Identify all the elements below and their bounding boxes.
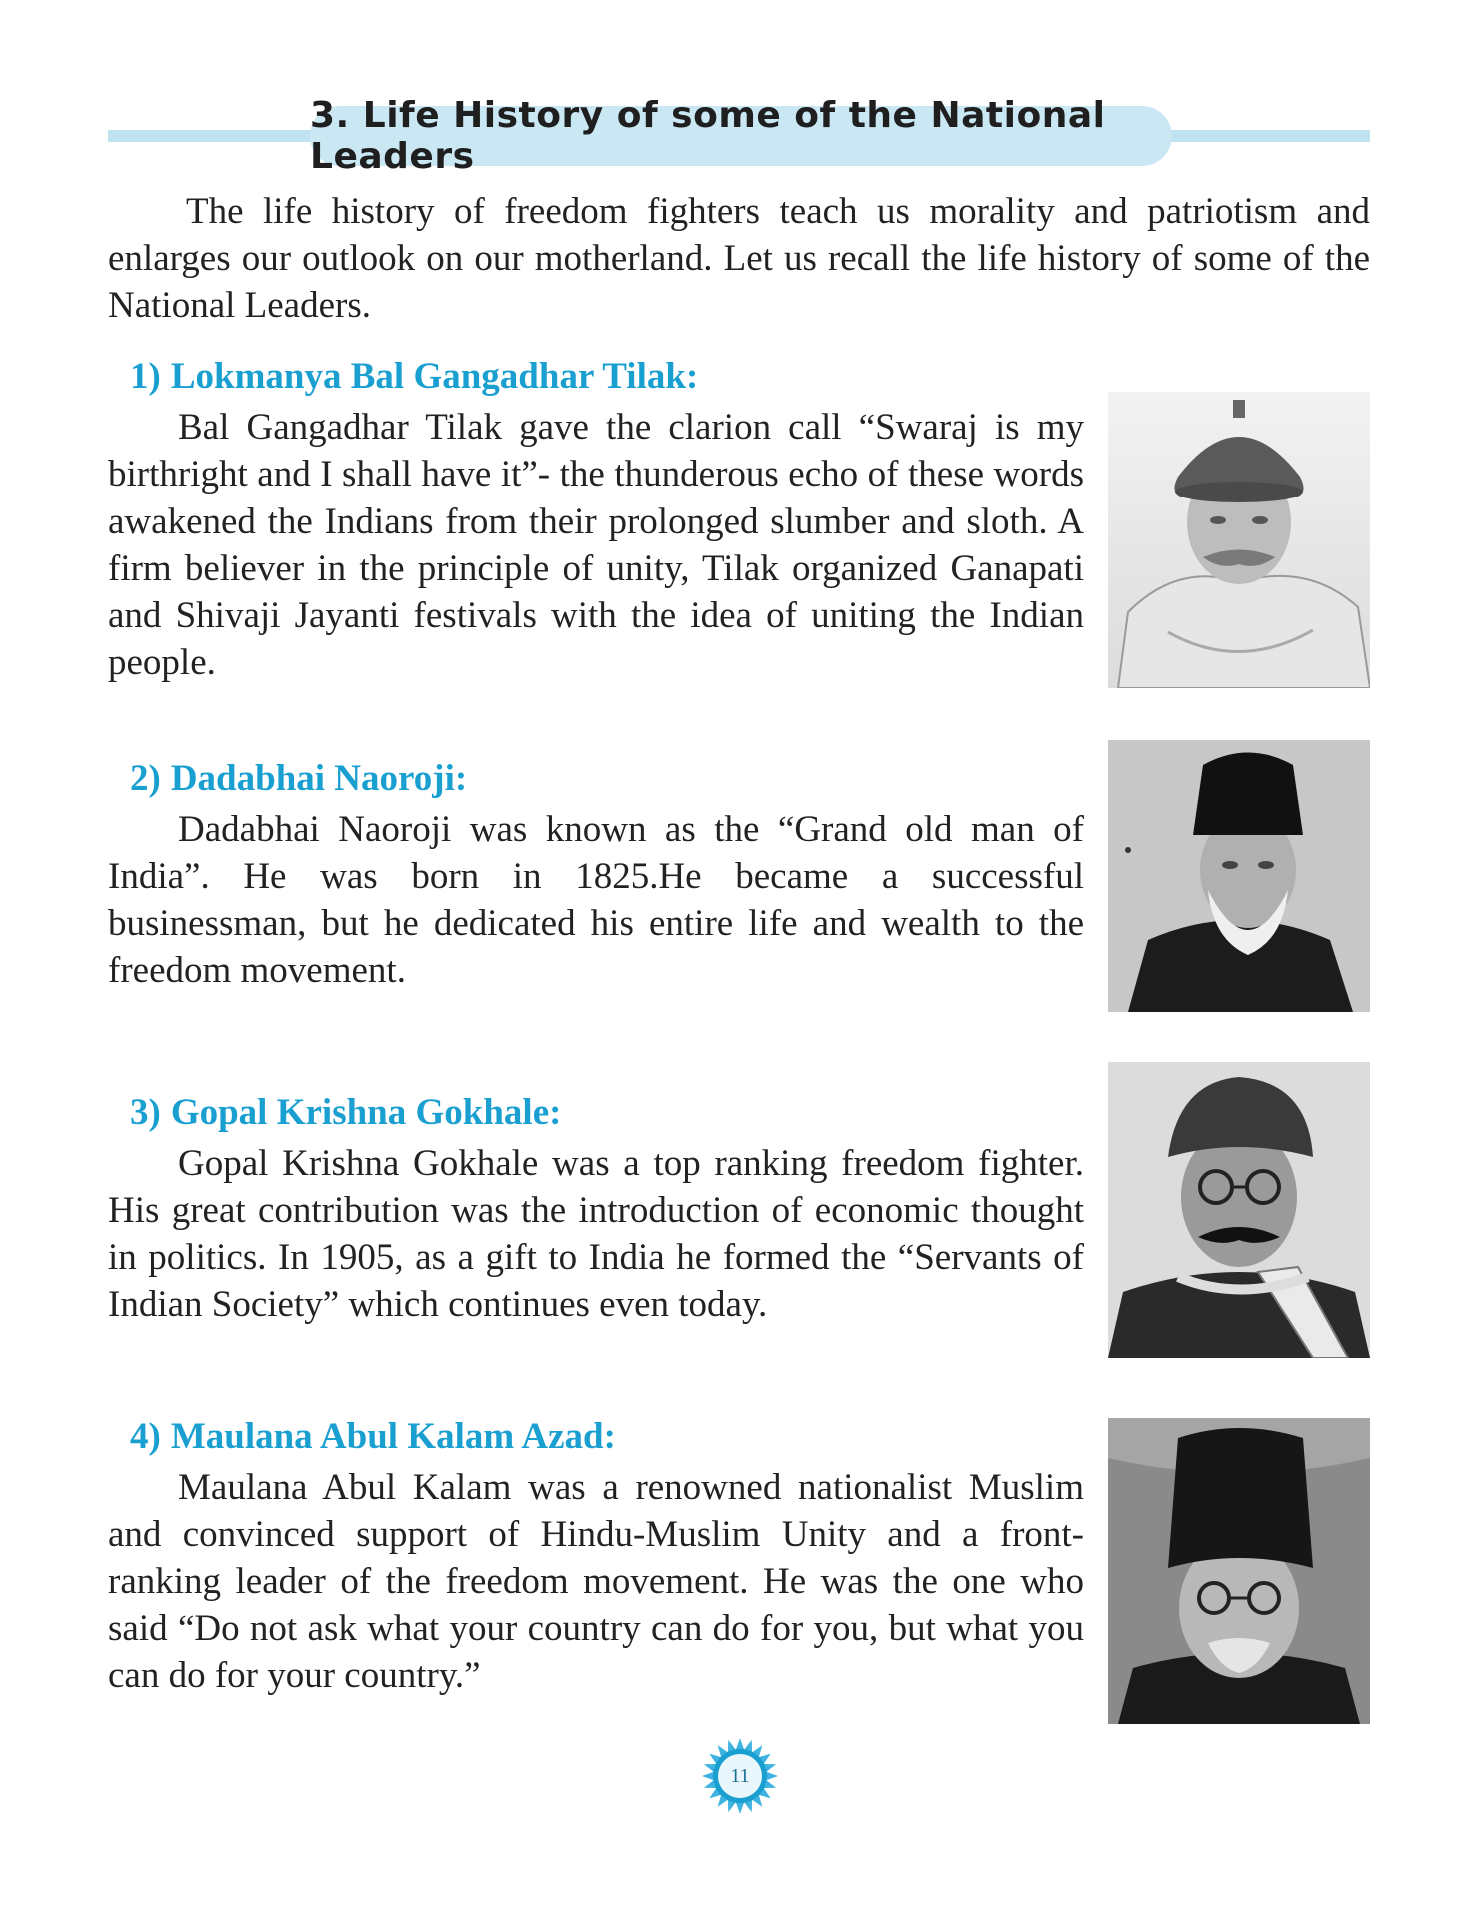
portrait-azad: [1108, 1418, 1370, 1724]
leader-bio: [108, 1140, 1084, 1328]
portrait-tilak: [1108, 392, 1370, 688]
leader-bio: [108, 1464, 1084, 1699]
page-number-badge: [700, 1736, 780, 1816]
leader-section-naoroji: [108, 754, 1084, 994]
leader-bio-text: Dadabhai Naoroji was known as the “Grand old man of India”. He was born in 1825.He became a successful businessman, but he dedicated his entire life and wealth to the freedom movement.: [108, 809, 1084, 991]
intro-text: The life history of freedom fighters teach us morality and patriotism and enlarges our outlook on our motherland. Let us recall the life history of some of the National Leaders.: [108, 191, 1370, 326]
leader-bio: [108, 404, 1084, 686]
leader-name: Lokmanya Bal Gangadhar Tilak:: [170, 356, 699, 397]
leader-heading: [130, 1412, 1084, 1462]
leader-heading: [130, 1088, 1084, 1138]
portrait-gokhale: [1108, 1062, 1370, 1358]
portrait-naoroji: [1108, 740, 1370, 1012]
leader-section-tilak: [108, 352, 1084, 686]
leader-bio-text: Maulana Abul Kalam was a renowned nationalist Muslim and convinced support of Hindu-Muslim Unity and a front-ranking leader of the freedom movement. He was the one who said “Do not ask what your country can do for you, but what you can do for your country.”: [108, 1467, 1084, 1696]
leader-heading: [130, 754, 1084, 804]
leader-section-azad: [108, 1412, 1084, 1699]
leader-heading: [130, 352, 1084, 402]
leader-bio-text: Bal Gangadhar Tilak gave the clarion call “Swaraj is my birthright and I shall have it”- the thunderous echo of these words awakened the Indians from their prolonged slumber and sloth. A firm believer in the principle of unity, Tilak organized Ganapati and Shivaji Jayanti festivals with the idea of uniting the Indian people.: [108, 407, 1084, 683]
chapter-title: 3. Life History of some of the National Leaders: [310, 95, 1106, 177]
leader-number: 3): [130, 1092, 161, 1133]
intro-paragraph: [108, 188, 1370, 329]
leader-number: 4): [130, 1416, 161, 1457]
leader-bio: [108, 806, 1084, 994]
leader-name: Gopal Krishna Gokhale:: [170, 1092, 562, 1133]
leader-number: 1): [130, 356, 161, 397]
leader-bio-text: Gopal Krishna Gokhale was a top ranking freedom fighter. His great contribution was the introduction of economic thought in politics. In 1905, as a gift to India he formed the “Servants of Indian Society” which continues even today.: [108, 1143, 1084, 1325]
chapter-title-banner: [310, 95, 1172, 177]
leader-section-gokhale: [108, 1088, 1084, 1328]
leader-number: 2): [130, 758, 161, 799]
leader-name: Dadabhai Naoroji:: [170, 758, 468, 799]
page-number: 11: [730, 1764, 750, 1787]
leader-name: Maulana Abul Kalam Azad:: [170, 1416, 616, 1457]
